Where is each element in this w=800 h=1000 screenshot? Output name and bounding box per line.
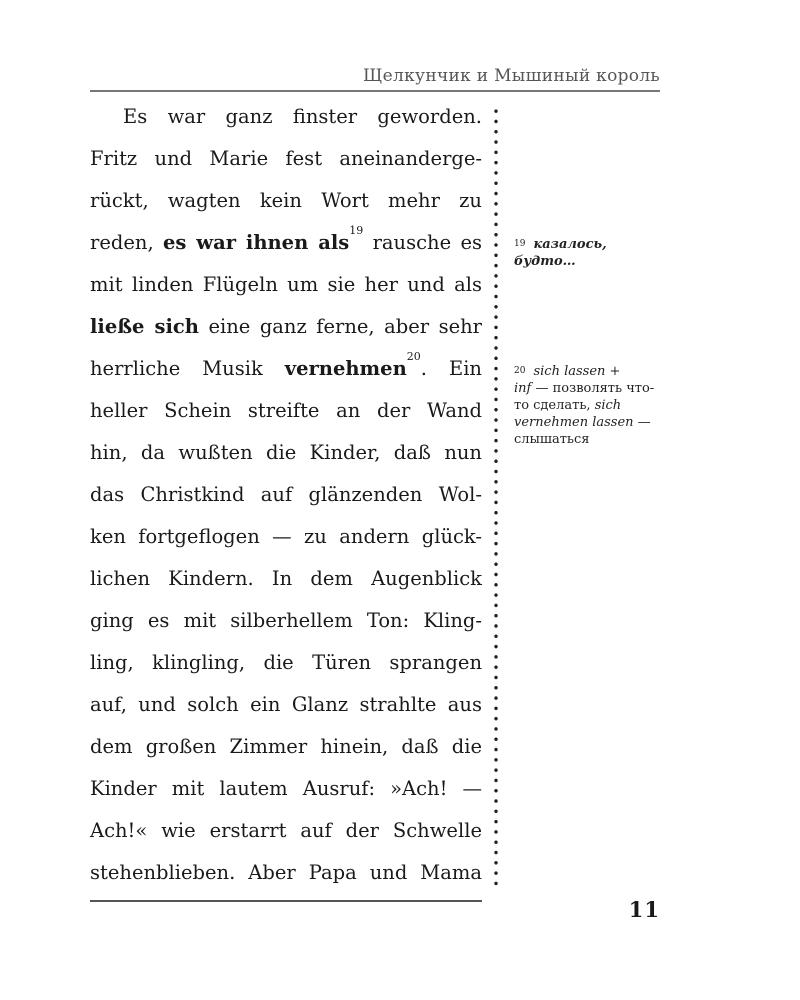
glossed-phrase: es war ihnen als [162,231,350,254]
footnote-ref: 19 [349,224,364,237]
text-line: ließe sich eine ganz ferne, aber sehr [90,315,482,338]
text-line: ling, klingling, die Türen sprangen [90,651,482,674]
text-line: dem großen Zimmer hinein, daß die [90,735,482,758]
text-line: lichen Kindern. In dem Augenblick [90,567,482,590]
text-line: ging es mit silberhellem Ton: Kling- [90,609,482,632]
footnote-19 [514,236,664,270]
footnote-text: казалось, будто… [514,237,607,269]
text-line: ken fortgeflogen — zu andern glück- [90,525,482,548]
text-line: rückt, wagten kein Wort mehr zu [90,189,482,212]
header-rule [90,90,660,92]
footnote-ref: 20 [406,350,421,363]
paragraph [90,100,482,898]
dotted-divider [493,106,499,890]
footnote-20: $^{20}$ sich lassen + inf — позволять что-то сделать, sich vernehmen lassen — слышаться [514,364,655,447]
text-line: Kinder mit lautem Ausruf: »Ach! — [90,777,482,800]
footnote-number: 19 [514,239,526,249]
text-line: reden, es war ihnen als$^{19}$ rausche es [90,224,482,254]
text-line: Es war ganz finster geworden. [123,105,482,128]
text-line: Ach!« wie erstarrt auf der Schwelle [90,819,482,842]
text-line: das Christkind auf glänzenden Wol- [90,483,482,506]
glossed-phrase: ließe sich [90,315,199,338]
text-line: Fritz und Marie fest aneinanderge- [90,147,482,170]
main-text [90,100,482,898]
page-number: 11 [628,897,660,922]
footnote-number: 20 [514,366,526,376]
text-line: herrliche Musik vernehmen$^{20}$. Ein [90,350,482,380]
text-line: heller Schein streifte an der Wand [90,399,482,422]
footer-rule [90,900,482,902]
text-line: hin, da wußten die Kinder, daß nun [90,441,482,464]
text-line: mit linden Flügeln um sie her und als [90,273,482,296]
glossed-phrase: vernehmen [284,357,407,380]
text-line: stehenblieben. Aber Papa und Mama [90,861,482,884]
text-line: auf, und solch ein Glanz strahlte aus [90,693,482,716]
running-header-title: Щелкунчик и Мышиный король [362,66,660,86]
